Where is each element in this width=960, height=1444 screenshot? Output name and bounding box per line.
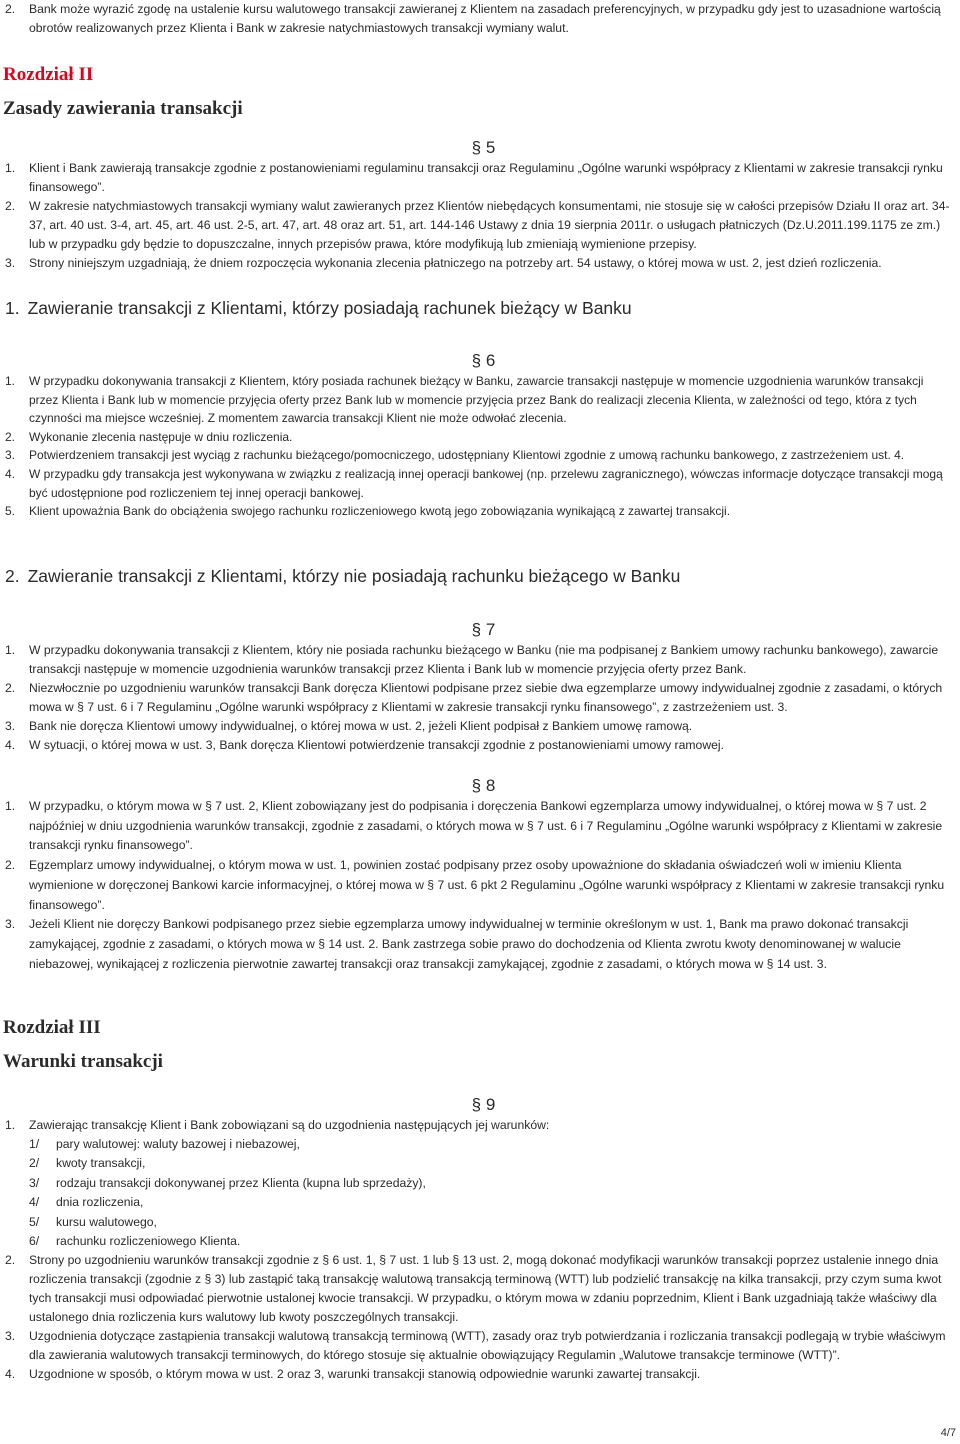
paragraph-mark: § 7 [471, 620, 496, 639]
chapter-title: Rozdział II [3, 64, 94, 85]
item-text: Uzgodnienia dotyczące zastąpienia transakcji walutową transakcją terminową (WTT), zasady oraz tryb potwierdzania i rozliczania transakcji podlegają w trybie właściwym dla zawierania walutowych transakcji terminowych, do którego stosuje się aktualnie obowiązujący Regulamin „Walutowe transakcje terminowe (WTT)”. [29, 1329, 946, 1363]
chapter-3-heading [0, 1011, 163, 1079]
item-number: 2. [5, 2, 16, 16]
paragraph-9-list-continued [0, 1251, 955, 1384]
subitem-number: 1/ [29, 1137, 40, 1151]
list-item [0, 1116, 955, 1135]
paragraph-mark: § 6 [471, 351, 496, 370]
item-number: 5. [5, 504, 16, 519]
item-text: Zawierając transakcję Klient i Bank zobowiązani są do uzgodnienia następujących jej warunków: [29, 1118, 550, 1132]
item-number: 3. [5, 448, 16, 463]
item-number: 1. [5, 643, 16, 657]
list-item [0, 856, 955, 915]
list-item [0, 915, 955, 974]
subitem-number: 4/ [29, 1195, 40, 1210]
paragraph-mark: § 8 [471, 776, 496, 795]
paragraph-5-list [0, 159, 955, 273]
sub-list-item [0, 1232, 955, 1251]
section-2-heading-block [0, 564, 955, 588]
item-text: Klient upoważnia Bank do obciążenia swojego rachunku rozliczeniowego kwotą jego zobowiązania wynikającą z zawartej transakcji. [29, 504, 731, 519]
item-number: 1. [5, 374, 16, 388]
item-number: 3. [5, 1329, 16, 1344]
list-item [0, 372, 955, 428]
item-number: 4. [5, 1367, 16, 1382]
item-number: 2. [5, 429, 16, 444]
subitem-text: rodzaju transakcji dokonywanej przez Klienta (kupna lub sprzedaży), [56, 1175, 426, 1190]
item-number: 2. [5, 681, 16, 695]
item-text: W zakresie natychmiastowych transakcji wymiany walut zawieranych przez Klientów niebędących konsumentami, nie stosuje się w całości przepisów Działu II oraz art. 34-37, art. 40 ust. 3-4, art. 45, art. 46 ust. 2-5, art. 47, art. 48 oraz art. 51, art. 144-146 Ustawy z dnia 19 sierpnia 2011r. o usługach płatniczych (Dz.U.2011.199.1175 ze zm.) lub w przypadku gdy będzie to dopuszczalne, innych przepisów prawa, które modyfikują lub zmieniają wymienione przepisy. [29, 199, 950, 251]
item-number: 1. [5, 161, 16, 175]
paragraph-8 [0, 775, 955, 974]
list-item [0, 717, 955, 736]
item-text: Wykonanie zlecenia następuje w dniu rozliczenia. [29, 429, 293, 444]
paragraph-6 [0, 350, 955, 521]
item-number: 1. [5, 1118, 16, 1132]
section-number: 2. [5, 566, 20, 586]
item-number: 3. [5, 719, 16, 733]
item-number: 4. [5, 738, 16, 752]
item-number: 2. [5, 858, 16, 873]
item-text: W przypadku dokonywania transakcji z Klientem, który posiada rachunek bieżący w Banku, zawarcie transakcji następuje w momencie uzgodnienia warunków transakcji przez Klienta i Bank lub w momencie przyjęcia oferty przez Bank lub w momencie przyjęcia przez Bank do realizacji zlecenia Klienta, w zależności od tego, która z tych czynności ma miejsce wcześniej. Z momentem zawarcia transakcji Klient nie może odwołać zlecenia. [29, 374, 924, 426]
paragraph-7-list [0, 641, 955, 755]
sub-list-item [0, 1193, 955, 1212]
subitem-text: kwoty transakcji, [56, 1156, 146, 1171]
section-title: Zawieranie transakcji z Klientami, którzy nie posiadają rachunku bieżącego w Banku [27, 566, 681, 586]
chapter-subtitle: Warunki transakcji [3, 1051, 163, 1072]
sub-list-item [0, 1154, 955, 1173]
list-item [0, 197, 955, 254]
paragraph-8-list [0, 797, 955, 974]
list-item [0, 797, 955, 856]
list-item [0, 1251, 955, 1327]
conditions-list [0, 1135, 955, 1251]
paragraph-mark: § 5 [471, 138, 496, 157]
list-item [0, 159, 955, 197]
item-text: Strony po uzgodnieniu warunków transakcji zgodnie z § 6 ust. 1, § 7 ust. 1 lub § 13 ust. 2, mogą dokonać modyfikacji warunków transakcji poprzez ustalenie innego dnia rozliczenia transakcji (zgodnie z § 3) lub zastąpić taką transakcję walutową transakcją terminową (WTT) lub podzielić transakcję na kilka transakcji, przy czym suma kwot tych transakcji musi odpowiadać pierwotnie ustalonej kwocie transakcji. W przypadku, o którym mowa w zdaniu poprzednim, Klient i Bank uzgadniają także właściwy dla ustalonego dnia rozliczenia kurs walutowy lub kwoty poszczególnych transakcji. [29, 1253, 942, 1325]
section-heading [0, 564, 955, 588]
item-number: 2. [5, 199, 16, 213]
section-title: Zawieranie transakcji z Klientami, którzy posiadają rachunek bieżący w Banku [27, 298, 632, 318]
item-text: W przypadku dokonywania transakcji z Klientem, który nie posiada rachunku bieżącego w Banku (nie ma podpisanej z Bankiem umowy rachunku bankowego), zawarcie transakcji następuje w momencie uzgodnienia warunków transakcji przez Klienta i Bank lub w momencie przyjęcia oferty przez Bank. [29, 643, 939, 676]
item-text: W sytuacji, o której mowa w ust. 3, Bank doręcza Klientowi potwierdzenie transakcji zgodnie z postanowieniami umowy ramowej. [29, 738, 724, 752]
item-text: Bank może wyrazić zgodę na ustalenie kursu walutowego transakcji zawieranej z Klientem na zasadach preferencyjnych, w przypadku gdy jest to uzasadnione wartością obrotów realizowanych przez Klienta i Bank w zakresie natychmiastowych transakcji wymiany walut. [29, 2, 941, 35]
list-item [0, 641, 955, 679]
item-text: Strony niniejszym uzgadniają, że dniem rozpoczęcia wykonania zlecenia płatniczego na potrzeby art. 54 ustawy, o której mowa w ust. 2, jest dzień rozliczenia. [29, 256, 882, 270]
item-text: Uzgodnione w sposób, o którym mowa w ust. 2 oraz 3, warunki transakcji stanowią odpowiednie warunki zawartej transakcji. [29, 1367, 701, 1382]
paragraph-9 [0, 1094, 955, 1384]
item-number: 3. [5, 917, 16, 932]
intro-item [0, 0, 955, 38]
sub-list-item [0, 1213, 955, 1232]
subitem-number: 6/ [29, 1234, 40, 1249]
item-text: Niezwłocznie po uzgodnieniu warunków transakcji Bank doręcza Klientowi podpisane przez siebie dwa egzemplarze umowy indywidualnej zgodnie z zasadami, o których mowa w § 7 ust. 6 i 7 Regulaminu „Ogólne warunki współpracy z Klientami w zakresie transakcji rynku finansowego”, z zastrzeżeniem ust. 3. [29, 681, 943, 714]
subitem-text: rachunku rozliczeniowego Klienta. [56, 1234, 241, 1249]
subitem-text: pary walutowej: waluty bazowej i niebazowej, [56, 1137, 300, 1151]
paragraph-7 [0, 619, 955, 755]
item-number: 3. [5, 256, 16, 270]
paragraph-6-list [0, 372, 955, 521]
list-item [0, 428, 955, 447]
paragraph-5 [0, 137, 955, 273]
item-text: W przypadku gdy transakcja jest wykonywana w związku z realizacją innej operacji bankowej (np. przelewu zagranicznego), wówczas informacje dotyczące transakcji mogą być udostępnione pod rozliczeniem tej innej operacji bankowej. [29, 466, 943, 500]
subitem-text: kursu walutowego, [56, 1214, 157, 1229]
item-text: Egzemplarz umowy indywidualnej, o którym mowa w ust. 1, powinien zostać podpisany przez osoby upoważnione do składania oświadczeń woli w imieniu Klienta wymienione w doręczonej Bankowi karcie informacyjnej, o której mowa w § 7 ust. 6 pkt 2 Regulaminu „Ogólne warunki współpracy z Klientami w zakresie transakcji rynku finansowego”. [29, 858, 945, 912]
section-1-heading-block [0, 296, 955, 320]
intro-block [0, 0, 955, 38]
list-item [0, 1327, 955, 1365]
list-item [0, 679, 955, 717]
sub-list-item [0, 1135, 955, 1154]
paragraph-9-list [0, 1116, 955, 1135]
item-text: Bank nie doręcza Klientowi umowy indywidualnej, o której mowa w ust. 2, jeżeli Klient podpisał z Bankiem umowę ramową. [29, 719, 693, 733]
item-number: 1. [5, 799, 16, 813]
item-number: 4. [5, 466, 16, 481]
page-number: 4/7 [940, 1427, 956, 1439]
subitem-number: 3/ [29, 1175, 40, 1190]
list-item [0, 446, 955, 465]
section-number: 1. [5, 298, 20, 318]
subitem-text: dnia rozliczenia, [56, 1195, 144, 1210]
section-heading [0, 296, 955, 320]
list-item [0, 736, 955, 755]
list-item [0, 254, 955, 273]
item-text: Klient i Bank zawierają transakcje zgodnie z postanowieniami regulaminu transakcji oraz Regulaminu „Ogólne warunki współpracy z Klientami w zakresie transakcji rynku finansowego”. [29, 161, 943, 194]
item-text: Jeżeli Klient nie doręczy Bankowi podpisanego przez siebie egzemplarza umowy indywidualnej w terminie określonym w ust. 1, Bank ma prawo dokonać transakcji zamykającej, zgodnie z zasadami, o których mowa w § 14 ust. 2. Bank zastrzega sobie prawo do dochodzenia od Klienta zwrotu kwoty denominowanej w walucie niebazowej, wynikającej z rozliczenia pierwotnie zawartej transakcji oraz transakcji zamykającej, zgodnie z zasadami, o których mowa w § 14 ust. 3. [29, 917, 909, 971]
item-text: Potwierdzeniem transakcji jest wyciąg z rachunku bieżącego/pomocniczego, udostępniany Klientowi zgodnie z umową rachunku bankowego, z zastrzeżeniem ust. 4. [29, 448, 905, 463]
item-number: 2. [5, 1253, 16, 1268]
chapter-2-heading [0, 58, 243, 126]
chapter-title: Rozdział III [3, 1017, 101, 1038]
list-item [0, 1365, 955, 1384]
list-item [0, 502, 955, 521]
chapter-subtitle: Zasady zawierania transakcji [3, 98, 243, 119]
subitem-number: 5/ [29, 1214, 40, 1229]
sub-list-item [0, 1174, 955, 1193]
list-item [0, 465, 955, 502]
paragraph-mark: § 9 [471, 1095, 496, 1114]
item-text: W przypadku, o którym mowa w § 7 ust. 2, Klient zobowiązany jest do podpisania i doręczenia Bankowi egzemplarza umowy indywidualnej, o której mowa w § 7 ust. 2 najpóźniej w dniu uzgodnienia warunków transakcji, zgodnie z zasadami, o których mowa w § 7 ust. 6 i 7 Regulaminu „Ogólne warunki współpracy z Klientami w zakresie transakcji rynku finansowego”. [29, 799, 943, 853]
subitem-number: 2/ [29, 1156, 40, 1171]
